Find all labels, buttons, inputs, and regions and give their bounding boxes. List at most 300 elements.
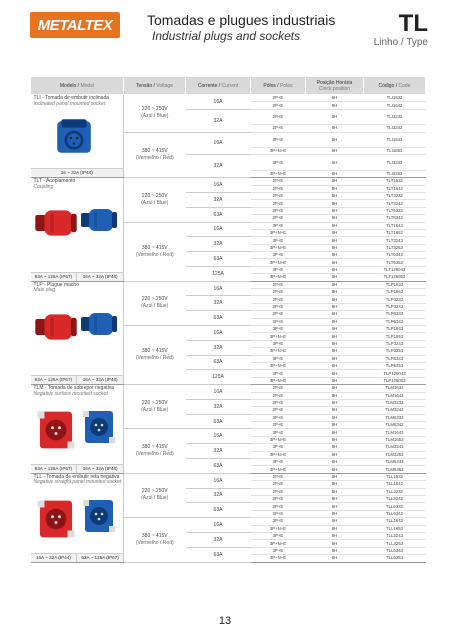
current-cell: 16A (186, 385, 251, 400)
protection-rating: 63A ~ 125A (IP67) (34, 273, 73, 279)
code-cell: TLT125043 (364, 266, 426, 273)
code-cell: TLL1632 (364, 473, 426, 480)
poles-cell: 2P+E (251, 488, 306, 495)
voltage-value: 380 ~ 415V (141, 532, 168, 539)
poles-cell: 3P+N+E (251, 540, 306, 547)
current-cell: 16A (186, 326, 251, 341)
current-cell: 32A (186, 399, 251, 414)
table-row (31, 473, 426, 480)
page-title: Tomadas e plugues industriais (147, 12, 336, 28)
voltage-value: 380 ~ 415V (141, 444, 168, 451)
model-title-pt: TLI - Tomada de embutir inclinada (33, 95, 110, 101)
current-cell: 32A (186, 109, 251, 132)
code-cell: TLI1632 (364, 95, 426, 102)
clock-cell: 6H (306, 333, 364, 340)
poles-cell: 2P+E (251, 503, 306, 510)
code-cell: TLI1653 (364, 147, 426, 154)
model-title-en: Negative straight panel mounted socket (33, 479, 122, 486)
clock-cell: 6H (306, 132, 364, 147)
code-cell: TLL6343 (364, 547, 426, 554)
model-title-pt: TLP - Plugue macho (33, 281, 79, 288)
poles-cell: 3P+E (251, 132, 306, 147)
clock-cell: 9H (306, 289, 364, 296)
current-cell: 16A (186, 429, 251, 444)
voltage-cell (124, 178, 186, 222)
clock-cell: 6H (306, 540, 364, 547)
voltage-cell (124, 132, 186, 178)
current-cell: 63A (186, 355, 251, 370)
model-cell (31, 178, 124, 281)
clock-cell: 9H (306, 392, 364, 399)
code-cell: TLT1643 (364, 222, 426, 229)
code-cell: TLP6353 (364, 362, 426, 369)
code-cell: TLT125053 (364, 274, 426, 281)
current-cell: 63A (186, 547, 251, 562)
model-title-pt: TLL - Tomada de embutir reta negativa (33, 473, 120, 480)
current-cell: 63A (186, 252, 251, 267)
model-cell (31, 385, 124, 474)
poles-cell: 3P+E (251, 266, 306, 273)
product-photos (31, 486, 124, 556)
code-cell: TLL6353 (364, 555, 426, 562)
voltage-value: 220 ~ 250V (141, 106, 168, 113)
code-cell: TLM3232 (364, 399, 426, 406)
clock-cell: 6H (306, 178, 364, 185)
clock-cell: 6H (306, 459, 364, 466)
voltage-value: 220 ~ 250V (141, 488, 168, 495)
model-title (31, 474, 124, 486)
protection-rating: 16A ~ 32A (IP44) (35, 554, 71, 560)
current-cell: 16A (186, 178, 251, 193)
model-cell (31, 95, 124, 178)
code-cell: TLI3242 (364, 125, 426, 132)
poles-cell: 2P+E (251, 102, 306, 109)
clock-cell: 6H (306, 296, 364, 303)
protection-rating: 16A ~ 32A (IP44) (76, 465, 123, 473)
poles-cell: 3P+E (251, 370, 306, 377)
plug-red-icon (33, 407, 79, 455)
code-cell: TLL3242 (364, 495, 426, 502)
code-cell: TLP1643 (364, 326, 426, 333)
protection-rating: 63A ~ 125A (IP67) (34, 377, 73, 383)
clock-cell: 6H (306, 436, 364, 443)
code-cell: TLM3253 (364, 451, 426, 458)
type-label: Linho / Type (373, 37, 428, 48)
clock-cell: 6H (306, 466, 364, 473)
model-title-pt: TLT - Acoplamento (33, 178, 76, 185)
voltage-cell (124, 222, 186, 281)
clock-cell: 6H (306, 274, 364, 281)
page-number: 13 (218, 615, 232, 627)
code-cell: TLP6332 (364, 311, 426, 318)
clock-cell: 6H (306, 237, 364, 244)
clock-cell: 6H (306, 555, 364, 562)
poles-cell: 2P+E (251, 311, 306, 318)
current-cell: 63A (186, 207, 251, 222)
table-row (31, 281, 426, 288)
current-cell: 32A (186, 444, 251, 459)
clock-cell: 6H (306, 429, 364, 436)
protection-rating: 16A ~ 32A (IP44) (76, 273, 123, 281)
code-cell: TLM1643 (364, 429, 426, 436)
code-cell: TLM6353 (364, 466, 426, 473)
voltage-color: (Azul / Blue) (141, 495, 169, 502)
voltage-color: (Vermelho / Red) (135, 251, 174, 258)
model-footnote (31, 168, 124, 177)
plug-blue-icon (79, 200, 119, 242)
poles-cell: 2P+E (251, 200, 306, 207)
model-title (31, 178, 124, 190)
code-cell: TLI1642 (364, 102, 426, 109)
code-cell: TLP3232 (364, 296, 426, 303)
poles-cell: 2P+E (251, 481, 306, 488)
model-title (31, 95, 124, 107)
voltage-value: 380 ~ 415V (141, 348, 168, 355)
clock-cell: 6H (306, 377, 364, 384)
model-footnote (31, 553, 124, 562)
product-photos (31, 107, 124, 177)
code-cell: TLT3232 (364, 192, 426, 199)
current-cell: 32A (186, 340, 251, 355)
poles-cell: 3P+E (251, 326, 306, 333)
voltage-value: 380 ~ 415V (141, 147, 168, 154)
code-cell: TLP6343 (364, 355, 426, 362)
plug-red-icon (33, 304, 79, 352)
poles-cell: 3P+N+E (251, 362, 306, 369)
clock-cell: 6H (306, 155, 364, 170)
current-cell: 125A (186, 370, 251, 385)
poles-cell: 2P+E (251, 178, 306, 185)
plug-blue-icon (79, 304, 119, 346)
clock-cell: 9H (306, 125, 364, 132)
poles-cell: 2P+E (251, 303, 306, 310)
clock-cell: 6H (306, 207, 364, 214)
poles-cell: 3P+E (251, 444, 306, 451)
code-cell: TLI3243 (364, 155, 426, 170)
model-title-en: Male plug (33, 287, 56, 294)
voltage-value: 220 ~ 250V (141, 192, 168, 199)
clock-cell: 6H (306, 252, 364, 259)
code-cell: TLM3242 (364, 407, 426, 414)
table-header (31, 77, 426, 95)
poles-cell: 3P+N+E (251, 229, 306, 236)
plug-red-icon (33, 200, 79, 248)
voltage-cell (124, 518, 186, 562)
product-photos (31, 397, 124, 467)
voltage-cell (124, 385, 186, 429)
code-cell: TLT6342 (364, 215, 426, 222)
poles-cell: 3P+E (251, 532, 306, 539)
clock-cell: 6H (306, 192, 364, 199)
voltage-cell (124, 281, 186, 325)
clock-cell: 6H (306, 362, 364, 369)
current-cell: 63A (186, 414, 251, 429)
clock-cell: 9H (306, 200, 364, 207)
clock-cell: 6H (306, 547, 364, 554)
poles-cell: 3P+N+E (251, 333, 306, 340)
voltage-color: (Azul / Blue) (141, 303, 169, 310)
product-photos (31, 294, 124, 364)
voltage-color: (Vermelho / Red) (135, 539, 174, 546)
clock-cell: 6H (306, 503, 364, 510)
clock-cell: 6H (306, 266, 364, 273)
clock-cell: 6H (306, 444, 364, 451)
poles-cell: 3P+E (251, 237, 306, 244)
poles-cell: 2P+E (251, 95, 306, 102)
clock-cell: 9H (306, 422, 364, 429)
spec-table (30, 76, 426, 563)
clock-cell: 6H (306, 244, 364, 251)
clock-cell: 6H (306, 451, 364, 458)
plug-blue-icon (79, 496, 119, 538)
poles-cell: 2P+E (251, 318, 306, 325)
poles-cell: 2P+E (251, 399, 306, 406)
current-cell: 16A (186, 222, 251, 237)
socket-blue-icon (53, 115, 95, 159)
code-cell: TLI3232 (364, 109, 426, 124)
model-cell (31, 473, 124, 562)
code-cell: TLP3253 (364, 348, 426, 355)
voltage-value: 220 ~ 250V (141, 399, 168, 406)
poles-cell: 2P+E (251, 495, 306, 502)
code-cell: TLP6342 (364, 318, 426, 325)
clock-cell: 6H (306, 326, 364, 333)
poles-cell: 3P+N+E (251, 274, 306, 281)
page-subtitle: Industrial plugs and sockets (152, 29, 301, 43)
col-current: Corrente / Current (186, 77, 251, 95)
model-title (31, 282, 124, 294)
code-cell: TLT3243 (364, 237, 426, 244)
voltage-color: (Vermelho / Red) (135, 355, 174, 362)
current-cell: 63A (186, 311, 251, 326)
code-cell: TLM1653 (364, 436, 426, 443)
poles-cell: 2P+E (251, 407, 306, 414)
col-poles: Pólos / Poles (251, 77, 306, 95)
clock-cell: 9H (306, 185, 364, 192)
product-photos (31, 190, 124, 260)
poles-cell: 3P+N+E (251, 451, 306, 458)
clock-cell: 9H (306, 481, 364, 488)
model-title-en: Inclinated panel mounted socket (33, 100, 106, 107)
voltage-color: (Azul / Blue) (141, 113, 169, 120)
col-code: Código / Code (364, 77, 426, 95)
poles-cell: 3P+N+E (251, 170, 306, 177)
col-voltage: Tensão / Voltage (124, 77, 186, 95)
poles-cell: 3P+N+E (251, 555, 306, 562)
code-cell: TLP1653 (364, 333, 426, 340)
poles-cell: 2P+E (251, 510, 306, 517)
clock-cell: 6H (306, 414, 364, 421)
clock-cell: 6H (306, 525, 364, 532)
poles-cell: 3P+E (251, 355, 306, 362)
poles-cell: 2P+E (251, 289, 306, 296)
clock-cell: 6H (306, 473, 364, 480)
code-cell: TLP3243 (364, 340, 426, 347)
clock-cell: 6H (306, 348, 364, 355)
current-cell: 125A (186, 266, 251, 281)
code-cell: TLL6332 (364, 503, 426, 510)
model-title-en: Negative surface mounted socket (33, 390, 108, 397)
poles-cell: 3P+N+E (251, 466, 306, 473)
voltage-cell (124, 326, 186, 385)
brand-logo: METALTEX (30, 12, 120, 38)
voltage-color: (Azul / Blue) (141, 406, 169, 413)
code-cell: TLL6342 (364, 510, 426, 517)
current-cell: 16A (186, 95, 251, 110)
clock-cell: 6H (306, 532, 364, 539)
code-cell: TLM1632 (364, 385, 426, 392)
current-cell: 16A (186, 132, 251, 155)
clock-cell: 9H (306, 495, 364, 502)
code-cell: TLP1642 (364, 289, 426, 296)
code-cell: TLL1643 (364, 518, 426, 525)
model-title (31, 385, 124, 397)
code-cell: TLP125043 (364, 370, 426, 377)
code-cell: TLT1642 (364, 185, 426, 192)
plug-red-icon (33, 496, 79, 544)
col-clock: Posição Horária Clock position (306, 77, 364, 95)
clock-cell: 6H (306, 385, 364, 392)
voltage-value: 220 ~ 250V (141, 296, 168, 303)
model-footnote (31, 464, 124, 473)
type-code: TL (398, 10, 428, 37)
code-cell: TLL3232 (364, 488, 426, 495)
code-cell: TLM6343 (364, 459, 426, 466)
table-row (31, 385, 426, 392)
protection-rating: 63A ~ 125A (IP67) (76, 554, 123, 562)
current-cell: 32A (186, 192, 251, 207)
model-title-pt: TLM - Tomada de sobrepor negativa (33, 385, 115, 392)
protection-rating: 16 ~ 32A (IP44) (60, 170, 93, 176)
poles-cell: 3P+E (251, 547, 306, 554)
voltage-value: 380 ~ 415V (141, 244, 168, 251)
poles-cell: 3P+N+E (251, 525, 306, 532)
current-cell: 32A (186, 296, 251, 311)
poles-cell: 3P+N+E (251, 436, 306, 443)
current-cell: 63A (186, 503, 251, 518)
clock-cell: 6H (306, 95, 364, 102)
model-cell (31, 281, 124, 384)
poles-cell: 3P+N+E (251, 377, 306, 384)
clock-cell: 6H (306, 259, 364, 266)
code-cell: TLM6342 (364, 422, 426, 429)
code-cell: TLP1632 (364, 281, 426, 288)
poles-cell: 2P+E (251, 192, 306, 199)
clock-cell: 9H (306, 303, 364, 310)
voltage-color: (Vermelho / Red) (135, 154, 174, 161)
col-model: Modelo / Model (31, 77, 124, 95)
clock-cell: 9H (306, 102, 364, 109)
clock-cell: 6H (306, 518, 364, 525)
clock-cell: 6H (306, 147, 364, 154)
poles-cell: 3P+E (251, 222, 306, 229)
poles-cell: 2P+E (251, 109, 306, 124)
code-cell: TLI1643 (364, 132, 426, 147)
code-cell: TLT6332 (364, 207, 426, 214)
clock-cell: 9H (306, 318, 364, 325)
poles-cell: 2P+E (251, 422, 306, 429)
poles-cell: 3P+E (251, 340, 306, 347)
code-cell: TLT3253 (364, 244, 426, 251)
clock-cell: 9H (306, 215, 364, 222)
voltage-color: (Azul / Blue) (141, 199, 169, 206)
clock-cell: 6H (306, 340, 364, 347)
current-cell: 32A (186, 488, 251, 503)
code-cell: TLP125053 (364, 377, 426, 384)
code-cell: TLL3243 (364, 532, 426, 539)
poles-cell: 3P+E (251, 429, 306, 436)
poles-cell: 2P+E (251, 185, 306, 192)
current-cell: 16A (186, 518, 251, 533)
code-cell: TLL3253 (364, 540, 426, 547)
poles-cell: 3P+N+E (251, 147, 306, 154)
poles-cell: 3P+E (251, 252, 306, 259)
clock-cell: 6H (306, 488, 364, 495)
code-cell: TLM3243 (364, 444, 426, 451)
poles-cell: 2P+E (251, 414, 306, 421)
code-cell: TLT1632 (364, 178, 426, 185)
clock-cell: 6H (306, 355, 364, 362)
table-row (31, 178, 426, 185)
poles-cell: 2P+E (251, 385, 306, 392)
current-cell: 63A (186, 459, 251, 474)
code-cell: TLI3253 (364, 170, 426, 177)
current-cell: 16A (186, 473, 251, 488)
poles-cell: 3P+N+E (251, 348, 306, 355)
code-cell: TLL1653 (364, 525, 426, 532)
model-title-en: Coupling (33, 183, 54, 190)
model-footnote (31, 272, 124, 281)
clock-cell: 9H (306, 510, 364, 517)
poles-cell: 2P+E (251, 281, 306, 288)
current-cell: 16A (186, 281, 251, 296)
code-cell: TLP3242 (364, 303, 426, 310)
clock-cell: 6H (306, 109, 364, 124)
code-cell: TLM1642 (364, 392, 426, 399)
clock-cell: 6H (306, 229, 364, 236)
clock-cell: 6H (306, 281, 364, 288)
poles-cell: 2P+E (251, 215, 306, 222)
clock-cell: 6H (306, 222, 364, 229)
voltage-cell (124, 95, 186, 133)
code-cell: TLL1642 (364, 481, 426, 488)
code-cell: TLT3242 (364, 200, 426, 207)
poles-cell: 3P+N+E (251, 259, 306, 266)
poles-cell: 2P+E (251, 473, 306, 480)
code-cell: TLM6332 (364, 414, 426, 421)
poles-cell: 2P+E (251, 207, 306, 214)
clock-cell: 6H (306, 399, 364, 406)
current-cell: 32A (186, 532, 251, 547)
code-cell: TLT6353 (364, 259, 426, 266)
clock-cell: 9H (306, 407, 364, 414)
poles-cell: 2P+E (251, 125, 306, 132)
voltage-cell (124, 473, 186, 517)
poles-cell: 3P+N+E (251, 244, 306, 251)
voltage-color: (Vermelho / Red) (135, 451, 174, 458)
clock-cell: 6H (306, 311, 364, 318)
code-cell: TLT1653 (364, 229, 426, 236)
protection-rating: 16A ~ 32A (IP44) (76, 376, 123, 384)
model-footnote (31, 375, 124, 384)
poles-cell: 2P+E (251, 296, 306, 303)
poles-cell: 3P+E (251, 155, 306, 170)
current-cell: 32A (186, 155, 251, 178)
poles-cell: 2P+E (251, 392, 306, 399)
code-cell: TLT6343 (364, 252, 426, 259)
plug-blue-icon (79, 407, 119, 449)
poles-cell: 3P+E (251, 518, 306, 525)
